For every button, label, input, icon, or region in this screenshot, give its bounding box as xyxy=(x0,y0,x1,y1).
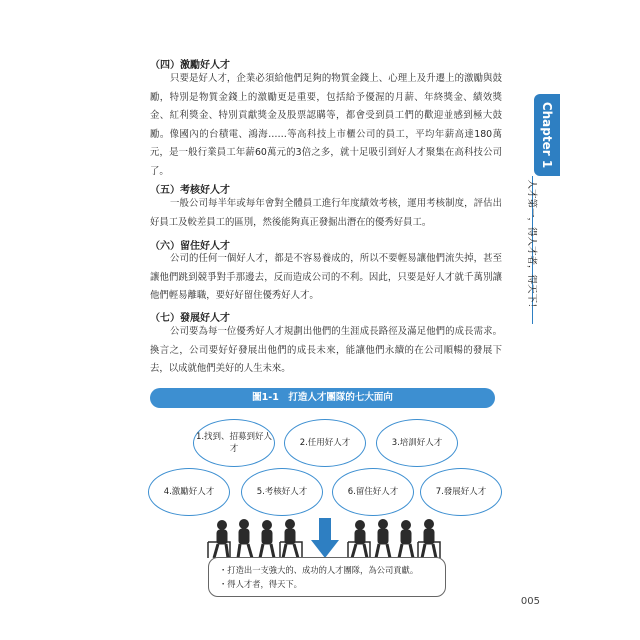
chapter-subtitle-text: 人才第一，得人才者，得天下！ xyxy=(526,179,537,313)
chapter-tab-label: Chapter 1 xyxy=(540,101,554,169)
person-icon xyxy=(283,520,298,559)
section-paragraph-retain: 公司的任何一個好人才，都是不容易養成的，所以不要輕易讓他們流失掉，甚至讓他們跳到競爭對手那邊去，反而造成公司的不利。因此，只要是好人才就千萬別讓他們輕易離職，要好好留住優秀好人才。 xyxy=(150,253,502,301)
section-paragraph-develop: 公司要為每一位優秀好人才規劃出他們的生涯成長路徑及滿足他們的成長需求。換言之，公司要好好發展出他們的成長未來，能讓他們永續的在公司順暢的發展下去，以成就他們美好的人生未來。 xyxy=(150,326,502,374)
figure-item-employ: 2.任用好人才 xyxy=(284,419,366,467)
person-icon xyxy=(238,520,252,559)
figure-item-train: 3.培訓好人才 xyxy=(376,419,458,467)
callout-line-1: ・打造出一支強大的、成功的人才團隊，為公司貢獻。 xyxy=(219,565,419,575)
figure-item-evaluate: 5.考核好人才 xyxy=(241,468,323,516)
figure-item-incentivize: 4.激勵好人才 xyxy=(148,468,230,516)
person-icon xyxy=(422,520,436,559)
person-icon xyxy=(352,521,367,559)
figure-item-recruit: 1.找到、招募到好人才 xyxy=(193,419,275,467)
section-title-evaluate: （五）考核好人才 xyxy=(150,185,230,196)
person-icon xyxy=(376,520,390,559)
figure-item-retain: 6.留住好人才 xyxy=(332,468,414,516)
chapter-tab xyxy=(534,94,560,176)
person-icon xyxy=(260,521,274,559)
person-icon xyxy=(399,521,413,559)
figure-title: 圖1-1 打造人才團隊的七大面向 xyxy=(150,388,495,408)
section-title-develop: （七）發展好人才 xyxy=(150,313,230,324)
page-number: 005 xyxy=(520,596,540,607)
section-title-incentivize: （四）激勵好人才 xyxy=(150,60,230,71)
section-title-retain: （六）留住好人才 xyxy=(150,241,230,252)
figure-callout-box xyxy=(208,557,446,597)
figure-item-develop: 7.發展好人才 xyxy=(420,468,502,516)
person-icon xyxy=(214,521,228,559)
section-paragraph-evaluate: 一般公司每半年或每年會對全體員工進行年度績效考核，運用考核制度，評估出好員工及較差員工的區別，然後能夠真正發掘出潛在的優秀好員工。 xyxy=(150,198,502,228)
callout-line-2: ・得人才者，得天下。 xyxy=(219,579,302,589)
section-paragraph-incentivize: 只要是好人才，企業必須給他們足夠的物質金錢上、心理上及升遷上的激勵與鼓勵，特別是物質金錢上的激勵更是重要，包括給予優渥的月薪、年終獎金、績效獎金、紅利獎金、特別貢獻獎金及股票認購等，都會受到員工們的歡迎並感到極大鼓勵。像國內的台積電、鴻海……等高科技上市櫃公司的員工，平均年薪高達180萬元，是一般行業員工年薪60萬元的3倍之多，就十足吸引到好人才聚集在高科技公司了。 xyxy=(150,73,502,177)
down-arrow-icon xyxy=(311,518,339,558)
team-meeting-illustration xyxy=(200,514,450,562)
chapter-subtitle xyxy=(524,179,542,313)
